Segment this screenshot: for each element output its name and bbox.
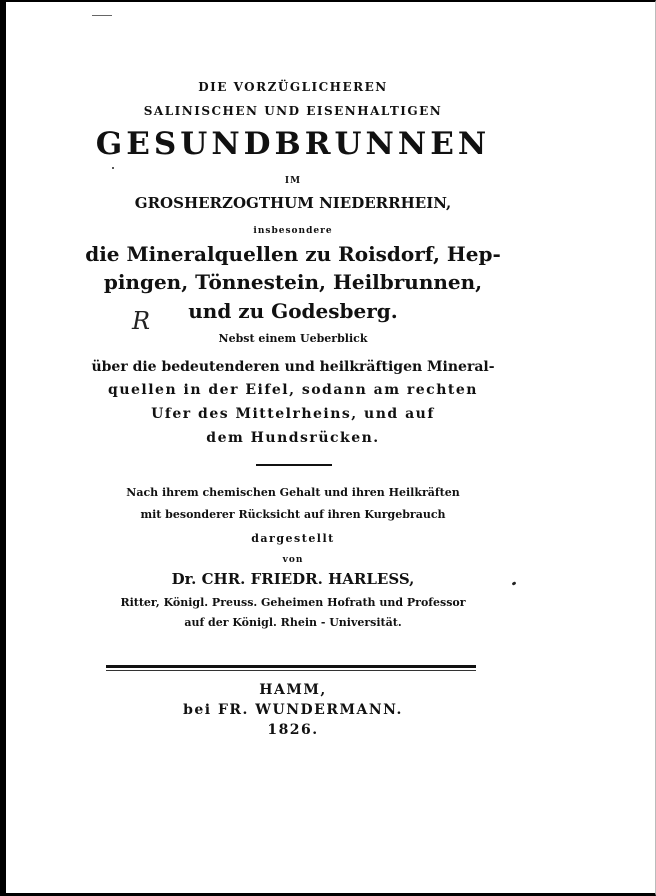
subtitle-line-10: Nebst einem Ueberblick (218, 332, 368, 345)
title-line-7: die Mineralquellen zu Roisdorf, Hep- (85, 242, 501, 266)
subtitle-line-14: dem Hundsrücken. (206, 430, 380, 446)
method-line-18: von (282, 555, 304, 565)
title-line-6: insbesondere (253, 226, 333, 236)
author-title-2: auf der Königl. Rhein - Universität. (184, 616, 402, 629)
title-line-4: IM (284, 176, 302, 186)
corner-mark (92, 15, 112, 16)
subtitle-line-12: quellen in der Eifel, sodann am rechten (108, 382, 478, 398)
ink-speck (112, 167, 114, 169)
title-line-9: und zu Godesberg. (188, 299, 398, 323)
title-line-5: GROSHERZOGTHUM NIEDERRHEIN, (134, 194, 452, 212)
year: 1826. (267, 722, 319, 738)
place: HAMM, (259, 682, 327, 698)
author-name: Dr. CHR. FRIEDR. HARLESS, (171, 570, 415, 588)
short-rule (256, 464, 332, 466)
subtitle-line-13: Ufer des Mittelrheins, und auf (151, 406, 435, 422)
handwritten-mark: R (132, 307, 151, 335)
title-line-1: DIE VORZÜGLICHEREN (198, 80, 388, 94)
publisher: bei FR. WUNDERMANN. (183, 702, 403, 718)
long-rule-thin (106, 670, 476, 671)
main-title: GESUNDBRUNNEN (95, 126, 491, 162)
method-line-15: Nach ihrem chemischen Gehalt und ihren Heilkräften (126, 486, 460, 499)
method-line-16: mit besonderer Rücksicht auf ihren Kurgebrauch (140, 508, 446, 521)
method-line-17: dargestellt (251, 532, 335, 545)
subtitle-line-11: über die bedeutenderen und heilkräftigen Mineral- (91, 359, 495, 375)
title-line-2: SALINISCHEN UND EISENHALTIGEN (143, 104, 443, 118)
long-rule (106, 665, 476, 668)
author-title-1: Ritter, Königl. Preuss. Geheimen Hofrath und Professor (120, 596, 466, 609)
title-line-8: pingen, Tönnestein, Heilbrunnen, (103, 270, 483, 294)
